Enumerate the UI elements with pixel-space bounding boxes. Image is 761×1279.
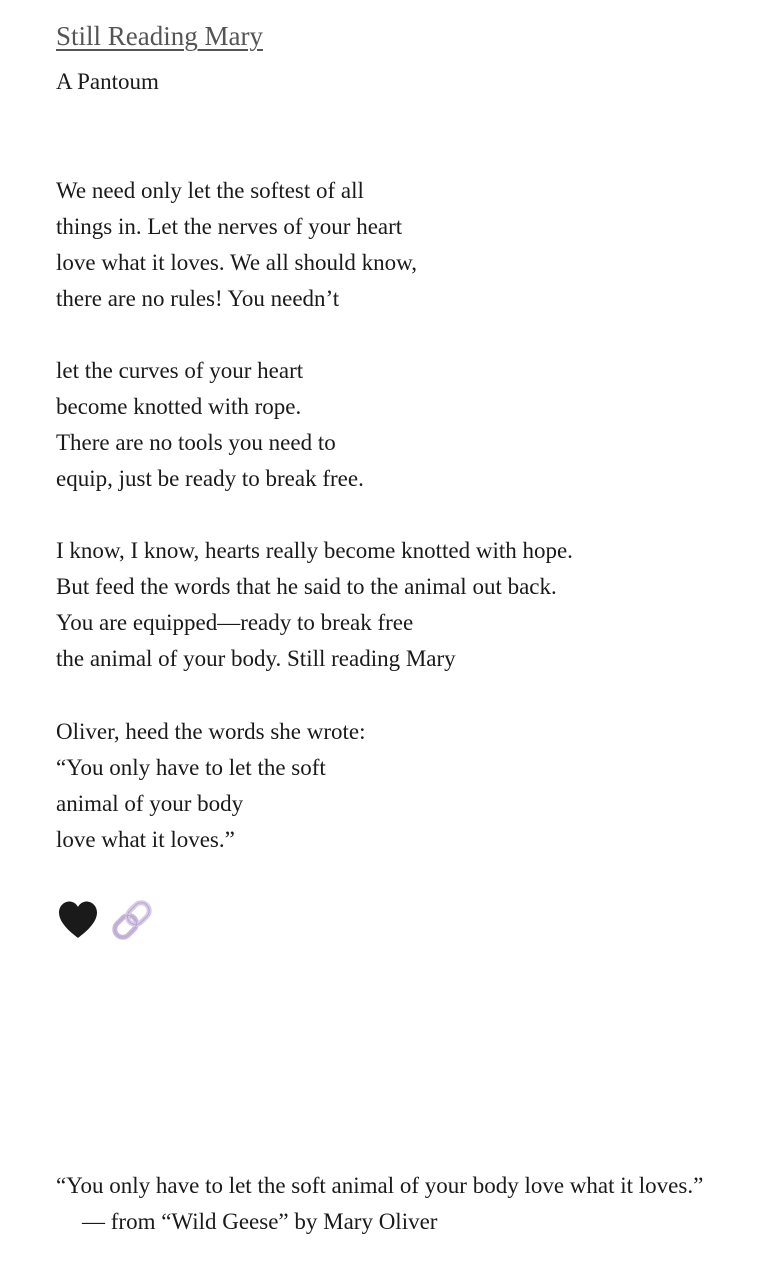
epigraph-quote: “You only have to let the soft animal of your body love what it loves.” bbox=[56, 1173, 704, 1198]
poem-line: “You only have to let the soft bbox=[56, 755, 326, 780]
stanza-2 bbox=[56, 353, 364, 497]
stanza-4 bbox=[56, 714, 366, 858]
poem-line: There are no tools you need to bbox=[56, 430, 336, 455]
poem-line: the animal of your body. Still reading Mary bbox=[56, 646, 456, 671]
poem-line: things in. Let the nerves of your heart bbox=[56, 214, 403, 239]
poem-line: I know, I know, hearts really become knotted with hope. bbox=[56, 538, 573, 563]
poem-line: equip, just be ready to break free. bbox=[56, 466, 364, 491]
poem-title-link[interactable]: Still Reading Mary bbox=[56, 21, 263, 51]
poem-line: love what it loves. We all should know, bbox=[56, 250, 417, 275]
stanza-1 bbox=[56, 173, 417, 317]
heart-icon bbox=[56, 898, 100, 942]
poem-line: We need only let the softest of all bbox=[56, 178, 364, 203]
stanza-3 bbox=[56, 533, 573, 677]
poem-subtitle: A Pantoum bbox=[56, 69, 159, 94]
epigraph-attribution: — from “Wild Geese” by Mary Oliver bbox=[82, 1209, 438, 1234]
poem-line: Oliver, heed the words she wrote: bbox=[56, 719, 366, 744]
poem-line: there are no rules! You needn’t bbox=[56, 286, 340, 311]
poem-line: become knotted with rope. bbox=[56, 394, 302, 419]
chain-link-icon[interactable] bbox=[108, 896, 156, 944]
poem-line: animal of your body bbox=[56, 791, 244, 816]
poem-line: love what it loves.” bbox=[56, 827, 235, 852]
reaction-icons bbox=[56, 896, 156, 944]
poem-line: let the curves of your heart bbox=[56, 358, 304, 383]
poem-line: You are equipped—ready to break free bbox=[56, 610, 414, 635]
poem-line: But feed the words that he said to the animal out back. bbox=[56, 574, 557, 599]
